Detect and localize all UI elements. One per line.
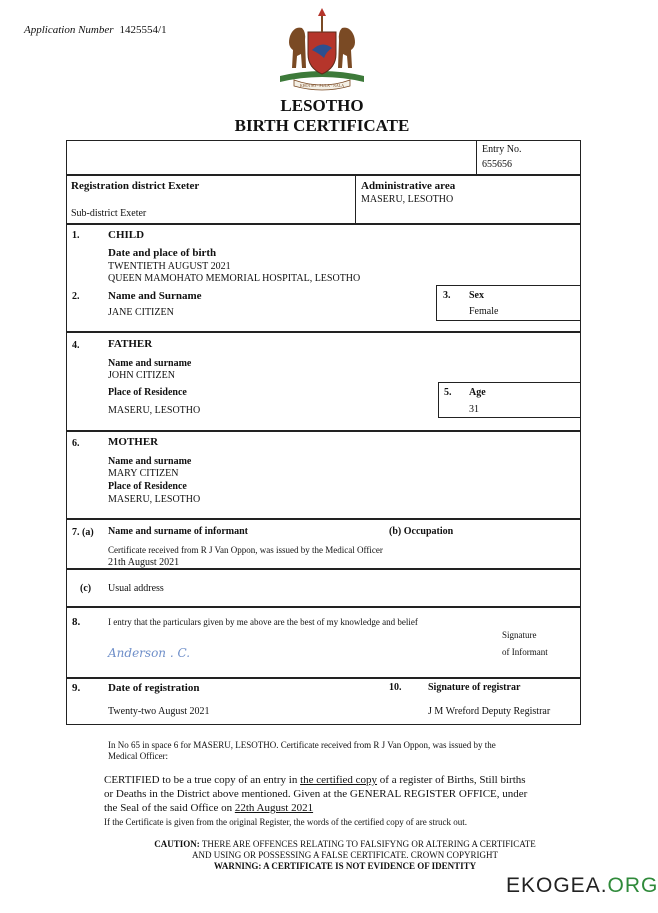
birth-place-value: QUEEN MAMOHATO MEMORIAL HOSPITAL, LESOTHO: [108, 273, 361, 284]
signature-label: Signature: [502, 630, 537, 640]
age-label: Age: [469, 387, 486, 398]
registration-date-number: 9.: [72, 682, 81, 694]
certified-line-2: or Deaths in the District above mentioned. Given at the GENERAL REGISTER OFFICE, under: [104, 788, 528, 800]
caution-line-2: AND USING OR POSSESSING A FALSE CERTIFICATE. CROWN COPYRIGHT: [191, 850, 499, 860]
caution-text-1: THERE ARE OFFENCES RELATING TO FALSIFYNG OR ALTERING A CERTIFICATE: [199, 839, 536, 849]
usual-address-label: Usual address: [108, 583, 164, 594]
certified-date: 22th August 2021: [234, 802, 314, 814]
struck-out-note: If the Certificate is given from the original Register, the words of the certified copy of are struck out.: [104, 817, 468, 827]
certified-copy-underlined: the certified copy: [300, 774, 378, 786]
child-name-number: 2.: [72, 291, 80, 302]
footer-note-2: Medical Officer:: [108, 751, 169, 761]
sex-cell: [436, 285, 581, 321]
caution-line-1: [60, 839, 630, 849]
informant-number: 7. (a): [72, 527, 94, 538]
application-number-value: 1425554/1: [119, 24, 167, 36]
registration-district: Registration district Exeter: [71, 180, 200, 192]
father-heading: FATHER: [108, 338, 153, 350]
certified-line-1a: CERTIFIED to be a true copy of an entry in: [104, 774, 301, 786]
informant-date: 21th August 2021: [108, 557, 180, 568]
usual-address-number: (c): [80, 583, 92, 594]
father-number: 4.: [72, 340, 80, 351]
certified-line-3: [104, 802, 313, 814]
child-heading: CHILD: [108, 229, 145, 241]
mother-number: 6.: [72, 438, 80, 449]
child-name-value: JANE CITIZEN: [108, 307, 174, 318]
of-informant-label: of Informant: [502, 647, 548, 657]
child-name-label: Name and Surname: [108, 290, 202, 302]
informant-signature: Anderson . C.: [108, 646, 191, 660]
mother-name-label: Name and surname: [108, 456, 192, 467]
lesotho-coat-of-arms-icon: [272, 6, 372, 92]
administrative-area-value: MASERU, LESOTHO: [361, 194, 454, 205]
certified-line-1: [104, 774, 526, 786]
watermark-part-1: EKOGEA.: [506, 874, 608, 897]
mother-residence-value: MASERU, LESOTHO: [108, 494, 201, 505]
administrative-area-label: Administrative area: [361, 180, 456, 192]
father-name-value: JOHN CITIZEN: [108, 370, 175, 381]
sex-value: Female: [469, 306, 499, 317]
registrar-number: 10.: [389, 682, 402, 693]
mother-residence-label: Place of Residence: [108, 481, 187, 492]
sex-label: Sex: [469, 290, 484, 301]
registration-date-label: Date of registration: [108, 682, 200, 694]
certified-line-3a: the Seal of the said Office on: [104, 802, 235, 814]
certified-line-1c: of a register of Births, Still births: [377, 774, 526, 786]
age-number: 5.: [444, 387, 452, 398]
mother-name-value: MARY CITIZEN: [108, 468, 179, 479]
warning-line: WARNING: A CERTIFICATE IS NOT EVIDENCE OF IDENTITY: [213, 861, 477, 871]
footer-note-1: In No 65 in space 6 for MASERU, LESOTHO. Certificate received from R J Van Oppon, was issued by the: [108, 740, 496, 750]
father-name-label: Name and surname: [108, 358, 192, 369]
entry-number: 655656: [482, 159, 512, 170]
registration-date-value: Twenty-two August 2021: [108, 706, 210, 717]
watermark-part-2: ORG: [607, 874, 658, 897]
mother-heading: MOTHER: [108, 436, 159, 448]
registrar-label: Signature of registrar: [428, 682, 521, 693]
age-value: 31: [469, 404, 479, 415]
sub-district: Sub-district Exeter: [71, 208, 147, 219]
father-residence-value: MASERU, LESOTHO: [108, 405, 201, 416]
crest-motto: KHOTSO · PULA · NALA: [299, 83, 345, 88]
informant-name-label: Name and surname of informant: [108, 526, 248, 537]
child-number: 1.: [72, 230, 80, 241]
age-cell: [438, 382, 581, 418]
birth-date-label: Date and place of birth: [108, 247, 217, 259]
declaration-text: I entry that the particulars given by me above are the best of my knowledge and belief: [108, 617, 418, 627]
caution-label: CAUTION:: [154, 839, 200, 849]
sex-number: 3.: [443, 290, 451, 301]
father-residence-label: Place of Residence: [108, 387, 187, 398]
country-title: LESOTHO: [280, 96, 364, 115]
application-number: [24, 24, 167, 36]
occupation-label: (b) Occupation: [389, 526, 454, 537]
certificate-title: BIRTH CERTIFICATE: [234, 116, 410, 135]
declaration-number: 8.: [72, 616, 81, 628]
informant-note: Certificate received from R J Van Oppon, was issued by the Medical Officer: [108, 545, 383, 555]
registrar-value: J M Wreford Deputy Registrar: [428, 706, 551, 717]
entry-label: Entry No.: [482, 144, 522, 155]
birth-date-value: TWENTIETH AUGUST 2021: [108, 261, 231, 272]
watermark: [506, 874, 658, 898]
application-number-label: Application Number: [24, 24, 114, 36]
